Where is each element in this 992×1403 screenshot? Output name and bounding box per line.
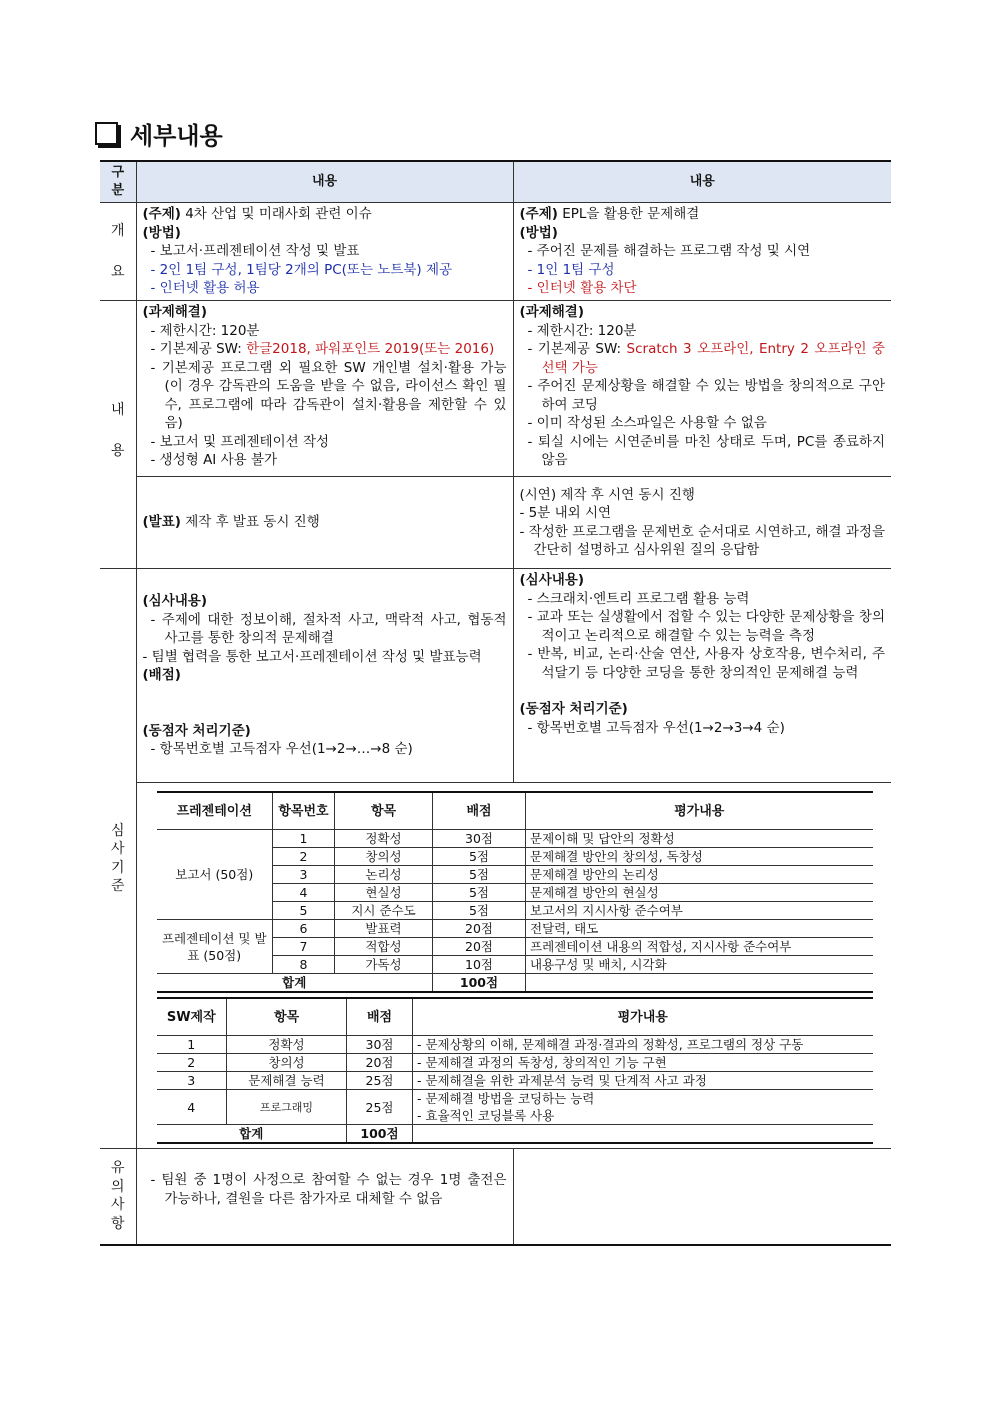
sw-total-row: 합계 100점 [157,1125,873,1144]
table-row: 프레젠테이션 및 발표 (50점) 6 발표력 20점 전달력, 태도 [157,920,873,938]
demo-right: (시연) 제작 후 시연 동시 진행 - 5분 내외 시연 - 작성한 프로그램을 문제번호 순서대로 시연하고, 해결 과정을 간단히 설명하고 심사위원 질의 응답함 [513,477,891,569]
table-row: 4 프로그래밍 25점 - 문제해결 방법을 코딩하는 능력 - 효율적인 코딩블록 사용 [157,1090,873,1125]
table-row: 3 논리성 5점 문제해결 방안의 논리성 [157,866,873,884]
checkbox-square-icon [95,122,118,145]
judging-tables-row [100,783,891,1149]
table-row: 2 창의성 20점 - 문제해결 과정의 독창성, 창의적인 기능 구현 [157,1054,873,1072]
pres-header-group: 프레젠테이션 [157,792,273,830]
overview-category: 개 요 [100,203,136,301]
table-row: 5 지시 준수도 5점 보고서의 지시사항 준수여부 [157,902,873,920]
section-heading [95,116,223,151]
pres-header-num: 항목번호 [273,792,335,830]
table-row: 1 정확성 30점 - 문제상황의 이해, 문제해결 과정·결과의 정확성, 프로그램의 정상 구동 [157,1036,873,1054]
table-row: 2 창의성 5점 문제해결 방안의 창의성, 독창성 [157,848,873,866]
sw-header-desc: 평가내용 [413,998,873,1036]
content-left: (과제해결) - 제한시간: 120분 - 기본제공 SW: 한글2018, 파워포인트 2019(또는 2016) - 기본제공 프로그램 외 필요한 SW 개인별 설치·활용 가능(이 경우 감독관의 도움을 받을 수 없음, 라이선스 확인 필수, 프로그램에 따라 감독관이 설치·활용을 제한할 수 있음) - 보고서 및 프레젠테이션 작성 - 생성형 AI 사용 불가 [136,301,513,477]
overview-row [100,203,891,301]
judging-right: (심사내용) - 스크래치·엔트리 프로그램 활용 능력 - 교과 또는 실생활에서 접할 수 있는 다양한 문제상황을 창의적이고 논리적으로 해결할 수 있는 능력을 측정 - 반복, 비교, 논리·산술 연산, 사용자 상호작용, 변수처리, 주석달기 등 다양한 코딩을 통한 창의적인 문제해결 능력 (동점자 처리기준) - 항목번호별 고득점자 우선(1→2→3→4 순) [513,569,891,783]
notes-row [100,1149,891,1245]
overview-right: (주제) EPL을 활용한 문제해결 (방법) - 주어진 문제를 해결하는 프로그램 작성 및 시연 - 1인 1팀 구성 - 인터넷 활용 차단 [513,203,891,301]
sw-header-score: 배점 [347,998,413,1036]
notes-left: - 팀원 중 1명이 사정으로 참여할 수 없는 경우 1명 출전은 가능하나, 결원을 다른 참가자로 대체할 수 없음 [136,1149,513,1245]
sw-header-group: SW제작 [157,998,227,1036]
judging-category: 심 사 기 준 [100,569,136,1149]
content-category: 내 용 [100,301,136,569]
pres-header-desc: 평가내용 [526,792,873,830]
pres-group-presentation: 프레젠테이션 및 발표 (50점) [157,920,273,974]
judging-row [100,569,891,783]
presentation-row [100,477,891,569]
pres-header-item: 항목 [335,792,433,830]
pres-group-report: 보고서 (50점) [157,830,273,920]
header-category: 구 분 [100,161,136,203]
notes-category: 유 의 사 항 [100,1149,136,1245]
content-right: (과제해결) - 제한시간: 120분 - 기본제공 SW: Scratch 3 오프라인, Entry 2 오프라인 중 선택 가능 - 주어진 문제상황을 해결할 수 있는 방법을 창의적으로 구안하여 코딩 - 이미 작성된 소스파일은 사용할 수 없음 - 퇴실 시에는 시연준비를 마친 상태로 두며, PC를 종료하지 않음 [513,301,891,477]
table-row: 7 적합성 20점 프레젠테이션 내용의 적합성, 지시사항 준수여부 [157,938,873,956]
content-row [100,301,891,477]
table-row: 보고서 (50점) 1 정확성 30점 문제이해 및 답안의 정확성 [157,830,873,848]
pres-total-row: 합계 100점 [157,974,873,993]
pres-header-score: 배점 [433,792,526,830]
table-row: 3 문제해결 능력 25점 - 문제해결을 위한 과제분석 능력 및 단계적 사고 과정 [157,1072,873,1090]
notes-right [513,1149,891,1245]
table-header-row [100,161,891,203]
table-row: 8 가독성 10점 내용구성 및 배치, 시각화 [157,956,873,974]
overview-left: (주제) 4차 산업 및 미래사회 관련 이슈 (방법) - 보고서·프레젠테이션 작성 및 발표 - 2인 1팀 구성, 1팀당 2개의 PC(또는 노트북) 제공 - 인터넷 활용 허용 [136,203,513,301]
sw-header-item: 항목 [227,998,347,1036]
presentation-score-table [157,791,873,993]
header-content-right: 내용 [513,161,891,203]
present-left: (발표) 제작 후 발표 동시 진행 [136,477,513,569]
header-content-left: 내용 [136,161,513,203]
detail-table [100,160,891,1246]
judging-tables [136,783,891,1149]
judging-left: (심사내용) - 주제에 대한 정보이해, 절차적 사고, 맥락적 사고, 협동적 사고를 통한 창의적 문제해결 - 팀별 협력을 통한 보고서·프레젠테이션 작성 및 발표능력 (배점) (동점자 처리기준) - 항목번호별 고득점자 우선(1→2→…→8 순) [136,569,513,783]
section-title: 세부내용 [130,122,223,150]
sw-score-table [157,997,873,1144]
table-row: 4 현실성 5점 문제해결 방안의 현실성 [157,884,873,902]
